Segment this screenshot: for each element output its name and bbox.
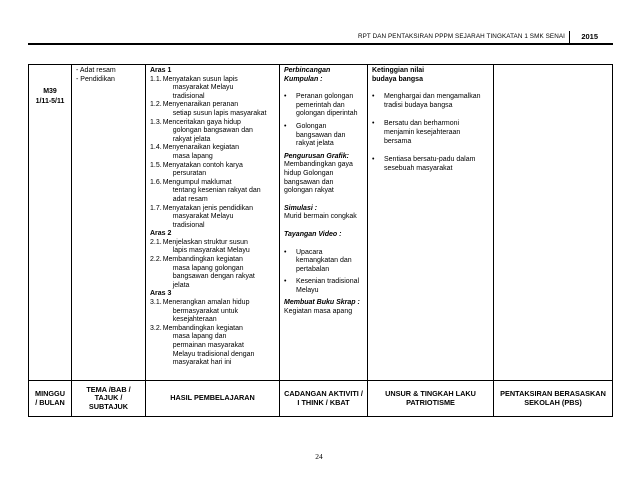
outcome-item [150, 144, 275, 161]
outcome-item [150, 119, 275, 145]
video-list [284, 249, 363, 296]
page-header [28, 31, 613, 45]
outcome-text: Menyenaraikan kegiatan masa lapang [162, 144, 239, 160]
activities-cell [280, 65, 368, 381]
list-item: • Bersatu dan berharmoni menjamin kesejahteraan bersama [372, 120, 461, 145]
level-title: Aras 1 [150, 67, 172, 74]
outcome-number: 1.6. [150, 178, 162, 186]
outcome-text: Mengumpul maklumat tentang kesenian rakyat dan adat resam [162, 178, 261, 203]
outcome-number: 2.2. [150, 256, 162, 264]
header-year: 2015 [581, 32, 598, 41]
week-dates: 1/11-5/11 [35, 98, 65, 105]
outcome-text: Membandingkan kegiatan masa lapang dan permainan masyarakat Melayu tradisional dengan masyarakat hari ini [162, 324, 255, 367]
outcome-item [150, 325, 275, 368]
header-topic: TEMA /BAB / TAJUK / SUBTAJUK [72, 381, 146, 417]
assessment-cell [494, 65, 613, 381]
list-item: • Peranan golongan pemerintah dan golongan diperintah [284, 93, 358, 118]
topic-item: - Pendidikan [76, 75, 115, 83]
level-title: Aras 3 [150, 290, 172, 298]
buku-title: Membuat Buku Skrap : [284, 299, 360, 307]
header-outcomes: HASIL PEMBELAJARAN [146, 381, 280, 417]
header-activities: CADANGAN AKTIVITI / I THINK / KBAT [280, 381, 368, 417]
topic-item: - Adat resam [76, 67, 116, 74]
values-cell [368, 65, 494, 381]
perbincangan-list [284, 93, 363, 149]
outcome-item [150, 162, 275, 179]
outcome-number: 1.1. [150, 75, 162, 83]
values-list [372, 93, 489, 173]
level-title: Aras 2 [150, 230, 172, 238]
list-item: • Upacara kemangkatan dan pertabalan [284, 248, 352, 273]
outcome-text: Menyatakan contoh karya persuratan [162, 161, 243, 178]
outcome-item [150, 256, 275, 290]
outcome-item [150, 101, 275, 118]
outcome-number: 3.2. [150, 324, 162, 332]
buku-text: Kegiatan masa apang [284, 308, 353, 316]
outcome-number: 1.2. [150, 101, 162, 109]
header-separator [569, 31, 570, 45]
outcome-number: 1.3. [150, 118, 162, 126]
outcomes-cell [146, 65, 280, 381]
outcome-text: Menjelaskan struktur susun lapis masyarakat Melayu [162, 238, 250, 255]
list-item: • Menghargai dan mengamalkan tradisi budaya bangsa [372, 93, 481, 109]
outcome-item [150, 299, 275, 325]
outcome-number: 1.5. [150, 161, 162, 169]
page-number: 24 [315, 452, 323, 461]
simulasi-title: Simulasi : [284, 204, 318, 212]
header-values: UNSUR & TINGKAH LAKU PATRIOTISME [368, 381, 494, 417]
week-code: M39 [43, 88, 57, 95]
grafik-text: Membandingkan gaya hidup Golongan bangsawan dan golongan rakyat [284, 161, 353, 195]
outcome-text: Menceritakan gaya hidup golongan bangsawan dan rakyat jelata [162, 118, 253, 143]
perbincangan-title: Perbincangan Kumpulan : [284, 67, 331, 83]
header-title: RPT DAN PENTAKSIRAN PPPM SEJARAH TINGKATAN 1 SMK SENAI [357, 33, 565, 40]
table-row [29, 65, 613, 381]
values-title: Ketinggian nilai budaya bangsa [372, 67, 425, 83]
list-item: • Kesenian tradisional Melayu [284, 278, 360, 294]
outcome-item [150, 179, 275, 205]
outcome-number: 2.1. [150, 238, 162, 246]
outcome-text: Menyatakan jenis pendidikan masyarakat Melayu tradisional [162, 204, 253, 229]
topic-cell [72, 65, 146, 381]
simulasi-text: Murid bermain congkak [284, 213, 357, 221]
outcome-number: 1.4. [150, 144, 162, 152]
outcome-text: Menyenaraikan peranan setiap susun lapis masyarakat [162, 101, 267, 117]
scheme-table [28, 64, 613, 417]
outcome-item [150, 239, 275, 256]
outcome-item [150, 76, 275, 102]
list-item: • Golongan bangsawan dan rakyat jelata [284, 122, 346, 148]
video-title: Tayangan Video : [284, 230, 342, 238]
outcome-text: Membandingkan kegiatan masa lapang golongan bangsawan dengan rakyat jelata [162, 256, 255, 289]
week-cell [29, 65, 72, 381]
outcome-text: Menerangkan amalan hidup bermasyarakat untuk kesejahteraan [162, 299, 250, 324]
list-item: • Sentiasa bersatu-padu dalam sesebuah masyarakat [372, 156, 476, 172]
table-header-row [29, 381, 613, 417]
grafik-title: Pengurusan Grafik: [284, 152, 349, 160]
header-week: MINGGU / BULAN [29, 381, 72, 417]
outcome-number: 3.1. [150, 299, 162, 307]
outcome-text: Menyatakan susun lapis masyarakat Melayu tradisional [162, 75, 238, 100]
outcome-item [150, 205, 275, 231]
outcome-number: 1.7. [150, 204, 162, 212]
header-assessment: PENTAKSIRAN BERASASKAN SEKOLAH (PBS) [494, 381, 613, 417]
